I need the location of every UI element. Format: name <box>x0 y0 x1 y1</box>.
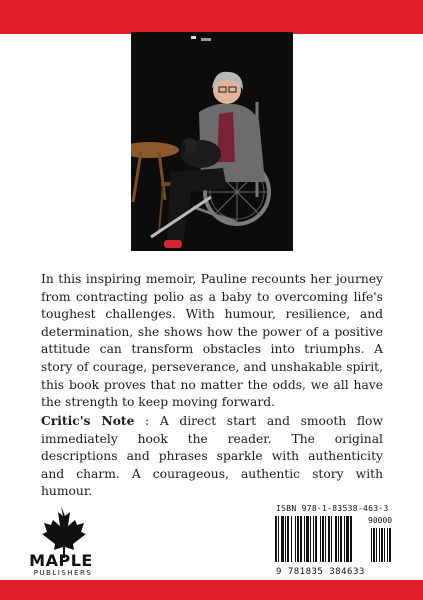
barcode-addon-bar <box>376 528 377 562</box>
barcode-addon-bar <box>371 528 372 562</box>
barcode-bar <box>322 516 324 562</box>
author-photo-illustration <box>131 32 293 251</box>
barcode-addon-number: 90000 <box>368 516 393 525</box>
barcode-addon-bar <box>381 528 383 562</box>
barcode-bar <box>325 516 326 562</box>
isbn-text: ISBN 978-1-83538-463-3 <box>276 504 389 513</box>
barcode-bar <box>281 516 284 562</box>
publisher-subtitle: PUBLISHERS <box>33 569 93 577</box>
barcode-bar <box>331 516 332 562</box>
barcode-bar <box>297 516 299 562</box>
critics-note-label: Critic's Note <box>41 413 135 428</box>
top-color-band <box>0 0 423 34</box>
barcode-bar <box>346 516 349 562</box>
critics-note-separator: : <box>134 414 160 428</box>
barcode-addon-bar <box>384 528 385 562</box>
barcode-bar <box>285 516 286 562</box>
author-photo <box>131 32 293 251</box>
barcode-bar <box>315 516 317 562</box>
publisher-name: MAPLE <box>29 551 93 570</box>
barcode-addon-bar <box>389 528 391 562</box>
critics-note <box>41 412 383 501</box>
barcode-bar <box>291 516 292 562</box>
barcode-bar <box>340 516 342 562</box>
barcode-digits: 9 781835 384633 <box>276 567 365 577</box>
barcode-addon-bar <box>379 528 380 562</box>
barcode-bar <box>300 516 302 562</box>
back-cover-blurb: In this inspiring memoir, Pauline recounts her journey from contracting polio as a baby to overcoming life's toughest challenges. With humour, resilience, and determination, she shows how the power of a positive attitude can transform obstacles into triumphs. A story of courage, perseverance, and unshakable spirit, this book proves that no matter the odds, we all have the strength to keep moving forward. <box>41 272 383 410</box>
barcode-bar <box>304 516 305 562</box>
barcode-bar <box>320 516 321 562</box>
barcode-bar <box>306 516 309 562</box>
barcode-addon-bar <box>373 528 375 562</box>
barcode-bar <box>338 516 339 562</box>
barcode-bar <box>310 516 311 562</box>
barcode-addon-bar <box>387 528 388 562</box>
barcode-bar <box>295 516 296 562</box>
barcode-bar <box>335 516 337 562</box>
barcode-bar <box>350 516 352 562</box>
barcode-bar <box>344 516 345 562</box>
barcode-bar <box>328 516 330 562</box>
bottom-color-band <box>0 580 423 600</box>
barcode-bar <box>278 516 279 562</box>
barcode-bar <box>287 516 289 562</box>
critics-note-text: A direct start and smooth flow immediately hook the reader. The original descriptions and phrases sparkle with authenticity and charm. A courageous, authentic story with humour. <box>41 414 383 499</box>
barcode-bar <box>275 516 277 562</box>
barcode-bar <box>313 516 314 562</box>
barcode-icon <box>271 514 399 564</box>
